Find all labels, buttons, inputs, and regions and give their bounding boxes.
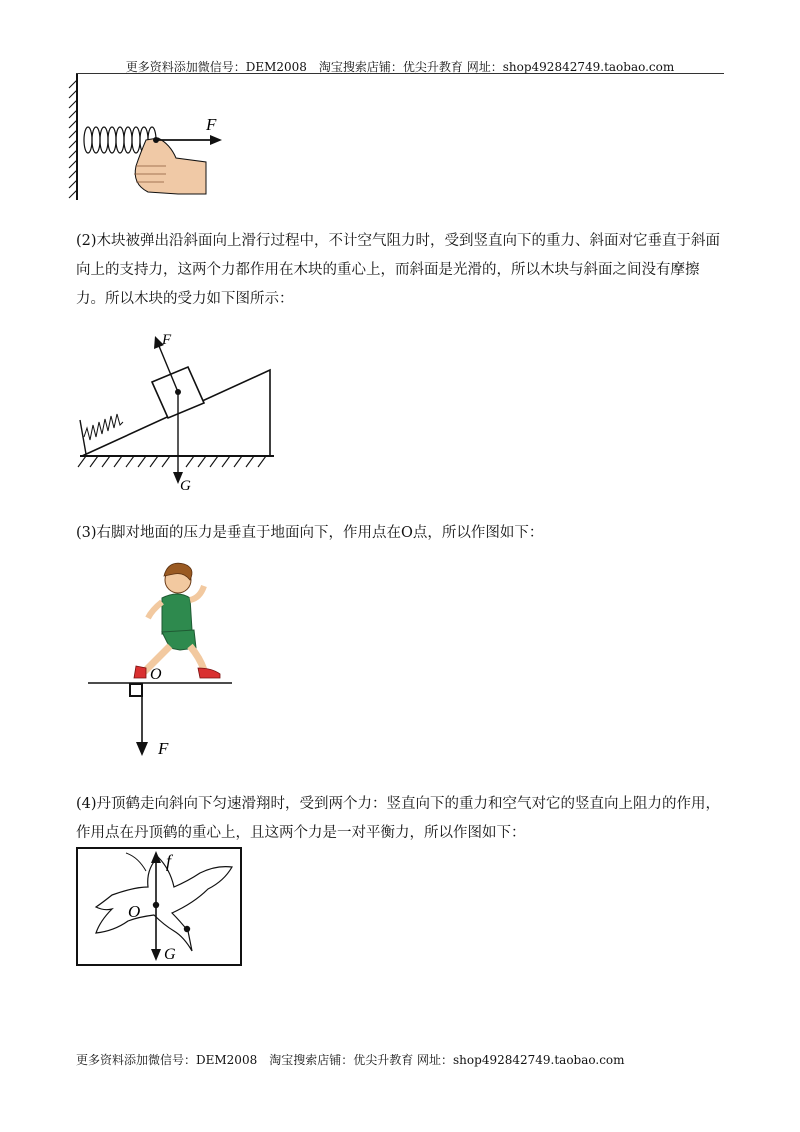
paragraph-2: (2)木块被弹出沿斜面向上滑行过程中，不计空气阻力时，受到竖直向下的重力、斜面对它垂直于斜面向上的支持力，这两个力都作用在木块的重心上，而斜面是光滑的，所以木块与斜面之间没有摩擦力。所以木块的受力如下图所示： bbox=[76, 233, 721, 307]
runner-figure bbox=[86, 558, 246, 758]
paragraph-3: (3)右脚对地面的压力是垂直于地面向下，作用点在O点，所以作图如下： bbox=[76, 525, 544, 541]
spring-force-label: F bbox=[206, 115, 217, 134]
page-footer: 更多资料添加微信号：DEM2008 淘宝搜索店铺：优尖升教育 网址：shop492842749.taobao.com bbox=[76, 1053, 625, 1067]
runner-point-label: O bbox=[150, 666, 162, 683]
crane-point-label: O bbox=[128, 902, 141, 921]
incline-gravity-label: G bbox=[180, 478, 191, 492]
paragraph-4: (4)丹顶鹤走向斜向下匀速滑翔时，受到两个力：竖直向下的重力和空气对它的竖直向上阻力的作用，作用点在丹顶鹤的重心上，且这两个力是一对平衡力，所以作图如下： bbox=[76, 796, 721, 841]
crane-figure bbox=[76, 847, 244, 967]
incline-figure bbox=[74, 322, 284, 492]
runner-force-label: F bbox=[158, 739, 169, 758]
spring-figure bbox=[66, 74, 226, 206]
crane-up-label: f bbox=[166, 851, 172, 871]
incline-support-label: F bbox=[162, 332, 172, 348]
page-header: 更多资料添加微信号：DEM2008 淘宝搜索店铺：优尖升教育 网址：shop492842749.taobao.com bbox=[125, 60, 675, 74]
crane-down-label: G bbox=[164, 946, 176, 963]
